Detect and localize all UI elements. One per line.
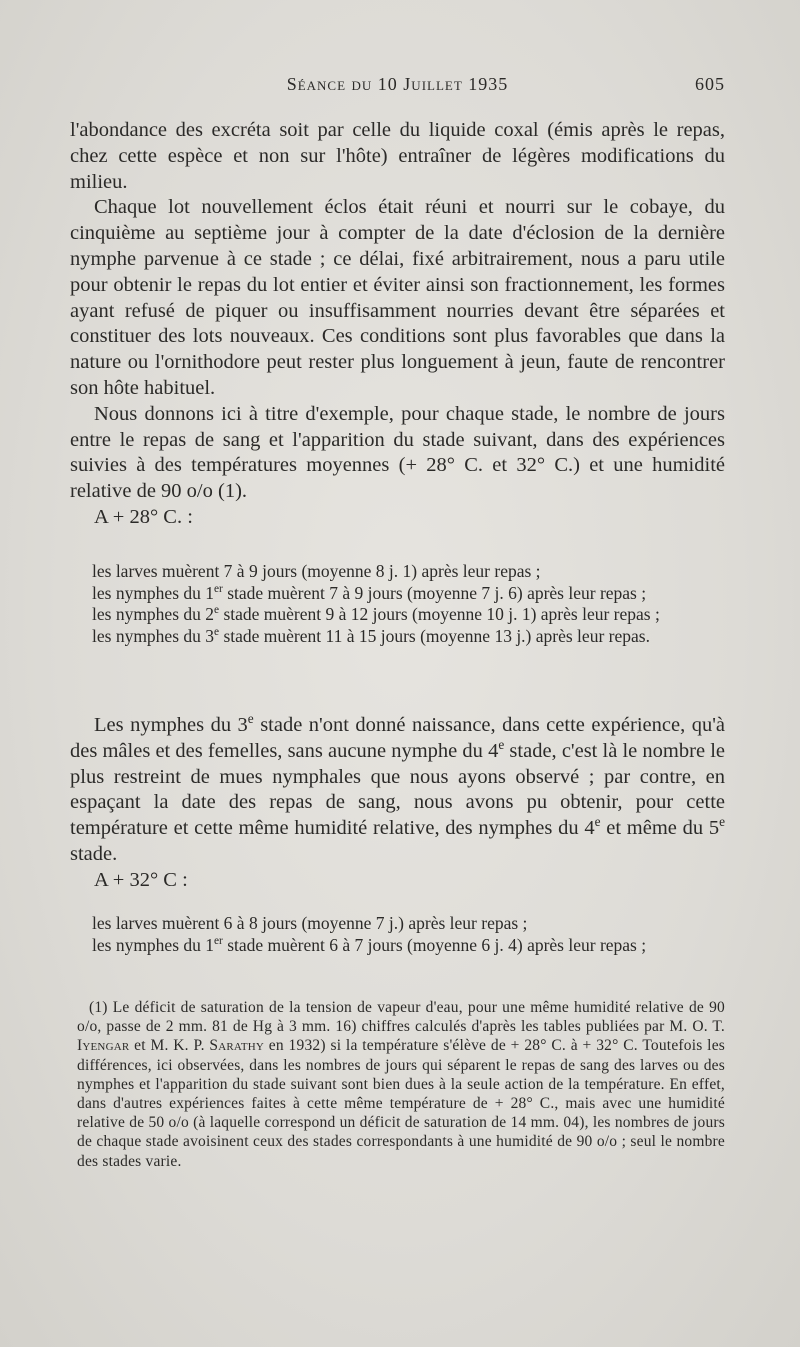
footnote-text: (1) Le déficit de saturation de la tension de vapeur d'eau, pour une même humidité relative de 90 o/o, passe de 2 mm. 81 de Hg à 3 mm. 16) chiffres calculés d'après les tables publiées par M. O. T. Iyengar et M. K. P. Sarathy en 1932) si la température s'élève de + 28° C. à + 32° C. Toutefois les différences, ici observées, dans les nombres de jours qui séparent le repas de sang des larves ou des nymphes et l'apparition du stade suivant sont bien dues à la seule action de la température. En effet, dans d'autres expériences faites à cette même température de + 28° C., mais avec une humidité relative de 50 o/o (à laquelle correspond un déficit de saturation de 14 mm. 04), les nombres de jours de chaque stade avoisinent ceux des stades correspondants à une humidité de 90 o/o ; seul le nombre des stades varie. (77, 999, 725, 1170)
header-title: Séance du 10 Juillet 1935 (286, 74, 509, 94)
author-name: Iyengar (77, 1037, 130, 1055)
heading-32c: A + 32° C : (94, 868, 188, 891)
paragraph-3-text: Nous donnons ici à titre d'exemple, pour chaque stade, le nombre de jours entre le repas de sang et l'apparition du stade suivant, dans des expériences suivies à des températures moyennes (+ 28° C. et 32° C.) et une humidité relative de 90 o/o (70, 402, 725, 503)
author-name: Sarathy (209, 1037, 265, 1055)
paragraph-3 (70, 402, 725, 505)
list-item: les nymphes du 1er stade muèrent 6 à 7 jours (moyenne 6 j. 4) après leur repas ; (92, 934, 647, 955)
list-item: les larves muèrent 7 à 9 jours (moyenne 8 j. 1) après leur repas ; (92, 561, 541, 581)
list-28c (80, 561, 720, 647)
footnote-ref: (1). (212, 480, 248, 503)
main-text-top (70, 118, 725, 531)
running-header (70, 74, 725, 98)
list-item: les nymphes du 1er stade muèrent 7 à 9 jours (moyenne 7 j. 6) après leur repas ; (92, 582, 647, 603)
paragraph-1: l'abondance des excréta soit par celle du liquide coxal (émis après le repas, chez cette espèce et non sur l'hôte) entraîner de légères modifications du milieu. (70, 119, 725, 193)
paragraph-4: Les nymphes du 3e stade n'ont donné naissance, dans cette expérience, qu'à des mâles et des femelles, sans aucune nymphe du 4e stade, c'est là le nombre le plus restreint de mues nymphales que nous ayons observé ; par contre, en espaçant la date des repas de sang, nous avons pu obtenir, pour cette température et cette même humidité relative, des nymphes du 4e et même du 5e stade. (70, 711, 725, 865)
heading-28c: A + 28° C. : (94, 505, 193, 528)
list-item: les larves muèrent 6 à 8 jours (moyenne 7 j.) après leur repas ; (92, 913, 528, 933)
page-number: 605 (695, 74, 725, 94)
list-item: les nymphes du 2e stade muèrent 9 à 12 jours (moyenne 10 j. 1) après leur repas ; (92, 604, 660, 624)
footnote-1 (77, 998, 725, 1171)
list-item: les nymphes du 3e stade muèrent 11 à 15 jours (moyenne 13 j.) après leur repas. (92, 625, 650, 646)
list-32c (80, 913, 720, 956)
paragraph-2: Chaque lot nouvellement éclos était réuni et nourri sur le cobaye, du cinquième au septième jour à compter de la date d'éclosion de la dernière nymphe parvenue à ce stade ; ce délai, fixé arbitrairement, nous a paru utile pour obtenir le repas du lot entier et éviter ainsi son fractionnement, les formes ayant refusé de piquer ou insuffisamment nourries devant être séparées et constituer des lots nouveaux. Ces conditions sont plus favorables que dans la nature ou l'ornithodore peut rester plus longuement à jeun, faute de rencontrer son hôte habituel. (70, 196, 725, 399)
main-text-middle (70, 713, 725, 894)
